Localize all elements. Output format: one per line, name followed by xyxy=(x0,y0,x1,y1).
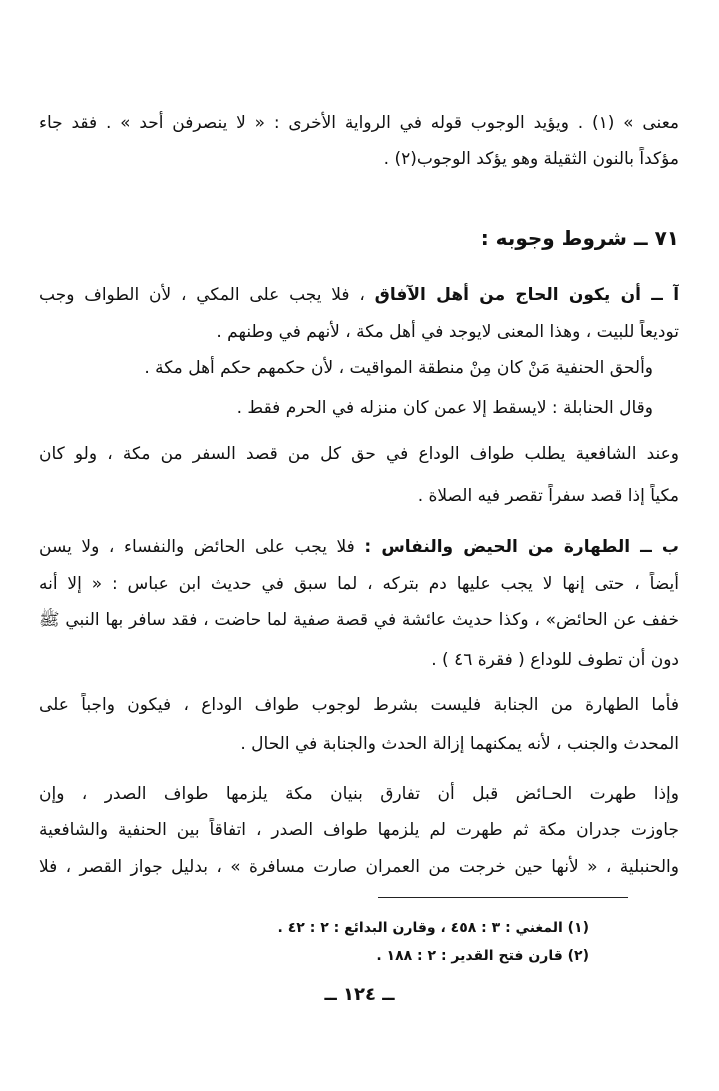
footnote-1: (١) المغني : ٣ : ٤٥٨ ، وقارن البدائع : ٢ : ٤٢ . xyxy=(277,920,589,936)
tahurat-line-2: جاوزت جدران مكة ثم طهرت لم يلزمها طواف الصدر ، اتفاقاً بين الحنفية والشافعية xyxy=(39,820,679,840)
condition-b-line-3: خفف عن الحائض» ، وكذا حديث عائشة في قصة صفية لما حاضت ، فقد سافر بها النبي ﷺ xyxy=(39,610,679,630)
page-number: ــ ١٢٤ ــ xyxy=(324,984,395,1005)
condition-a-text: ، فلا يجب على المكي ، لأن الطواف وجب xyxy=(39,285,365,305)
hanbali-line: وقال الحنابلة : لايسقط إلا عمن كان منزله في الحرم فقط . xyxy=(236,398,653,418)
condition-b-text: فلا يجب على الحائض والنفساء ، ولا يسن xyxy=(39,537,355,557)
section-heading: ٧١ ــ شروط وجوبه : xyxy=(480,226,679,250)
condition-a-line-1 xyxy=(39,283,679,307)
footnote-2: (٢) قارن فتح القدير : ٢ : ١٨٨ . xyxy=(376,948,589,964)
tahurat-line-1: وإذا طهرت الحـائض قبل أن تفارق بنيان مكة يلزمها طواف الصدر ، وإن xyxy=(39,784,679,804)
janaba-line-1: فأما الطهارة من الجنابة فليست بشرط لوجوب طواف الوداع ، فيكون واجباً على xyxy=(39,695,679,715)
tahurat-line-3: والحنبلية ، « لأنها حين خرجت من العمران صارت مسافرة » ، بدليل جواز القصر ، فلا xyxy=(39,857,679,877)
condition-a-label: آ ــ أن يكون الحاج من أهل الآفاق xyxy=(374,285,679,305)
hanafi-line: وألحق الحنفية مَنْ كان مِنْ منطقة المواقيت ، لأن حكمهم حكم أهل مكة . xyxy=(144,358,653,378)
condition-b-line-1 xyxy=(39,535,679,559)
condition-b-label: ب ــ الطهارة من الحيض والنفاس : xyxy=(364,537,679,557)
condition-b-line-2: أيضاً ، حتى إنها لا يجب عليها دم بتركه ، لما سبق في حديث ابن عباس : « إلا أنه xyxy=(39,574,679,594)
footnote-divider xyxy=(378,897,628,898)
shafii-line-2: مكياً إذا قصد سفراً تقصر فيه الصلاة . xyxy=(417,486,679,506)
intro-line-1: معنى » (١) . ويؤيد الوجوب قوله في الرواية الأخرى : « لا ينصرفن أحد » . فقد جاء xyxy=(39,113,679,133)
shafii-line-1: وعند الشافعية يطلب طواف الوداع في حق كل من قصد السفر من مكة ، ولو كان xyxy=(39,444,679,464)
janaba-line-2: المحدث والجنب ، لأنه يمكنهما إزالة الحدث والجنابة في الحال . xyxy=(240,734,679,754)
condition-b-line-4: دون أن تطوف للوداع ( فقرة ٤٦ ) . xyxy=(431,650,679,670)
condition-a-line-2: توديعاً للبيت ، وهذا المعنى لايوجد في أهل مكة ، لأنهم في وطنهم . xyxy=(216,322,679,342)
intro-line-2: مؤكداً بالنون الثقيلة وهو يؤكد الوجوب(٢) . xyxy=(383,149,679,169)
